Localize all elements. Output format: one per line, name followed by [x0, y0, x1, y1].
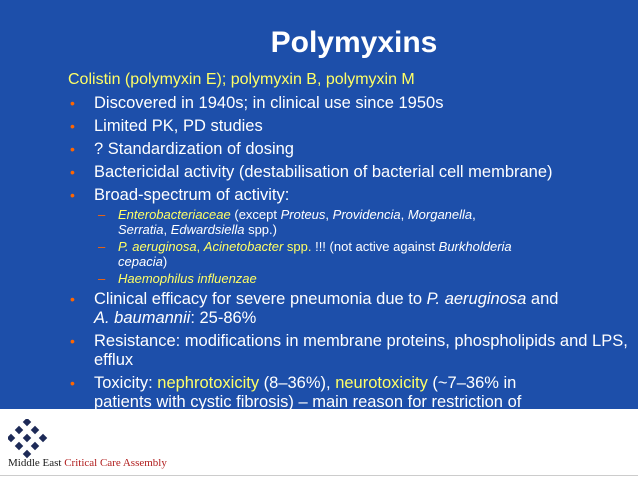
bullet-efficacy: [68, 290, 628, 328]
taxon-name: Serratia: [118, 222, 164, 237]
taxon-name: Providencia: [332, 207, 401, 222]
taxon-name: P. aeruginosa: [426, 290, 527, 308]
bullet-resistance: [68, 332, 628, 370]
bullet-text: Broad-spectrum of activity:: [94, 186, 290, 204]
bullet-list: [68, 94, 628, 409]
taxon-name: Haemophilus influenzae: [118, 271, 257, 286]
dash-icon: –: [98, 207, 106, 222]
taxon-name: Burkholderia: [438, 239, 512, 254]
bullet-icon: •: [70, 333, 75, 349]
bullet-pkpd: [68, 117, 628, 136]
text-fragment: spp.: [283, 239, 312, 254]
text-fragment: (8–36%),: [259, 374, 336, 392]
text-fragment: ,: [325, 207, 333, 222]
bullet-icon: •: [70, 291, 75, 307]
subbullet-enterobacteriaceae: [94, 207, 628, 237]
text-fragment: ,: [196, 239, 204, 254]
text-fragment: Clinical efficacy for severe pneumonia due to: [94, 290, 427, 308]
text-fragment: spp.): [244, 222, 277, 237]
bullet-text: Resistance: modifications in membrane proteins, phospholipids and LPS, efflux: [94, 332, 628, 369]
bullet-discovered: [68, 94, 628, 113]
taxon-name: Proteus: [280, 207, 326, 222]
taxon-name: Edwardsiella: [170, 222, 245, 237]
text-fragment: (~7–36% in: [427, 374, 517, 392]
text-fragment: !!! (not active against: [311, 239, 439, 254]
text-fragment: Toxicity:: [94, 374, 158, 392]
bullet-icon: •: [70, 375, 75, 391]
bullet-icon: •: [70, 118, 75, 134]
taxon-name: Morganella: [407, 207, 473, 222]
bullet-text: Discovered in 1940s; in clinical use since 1950s: [94, 94, 444, 112]
text-fragment: ): [162, 254, 168, 269]
bullet-icon: •: [70, 164, 75, 180]
bullet-bactericidal: [68, 163, 628, 182]
bullet-spectrum: [68, 186, 628, 205]
bullet-icon: •: [70, 141, 75, 157]
org-name-part: Middle East: [8, 457, 65, 469]
text-fragment: (except: [230, 207, 281, 222]
slide-title: Polymyxins: [270, 26, 438, 59]
bullet-icon: •: [70, 95, 75, 111]
bullet-text: Bactericidal activity (destabilisation of bacterial cell membrane): [94, 163, 553, 181]
taxon-name: Enterobacteriaceae: [118, 207, 231, 222]
taxon-name: Acinetobacter: [203, 239, 284, 254]
slide-subtitle: Colistin (polymyxin E); polymyxin B, polymyxin M: [68, 71, 415, 88]
dash-icon: –: [98, 271, 106, 286]
text-fragment: ,: [472, 207, 476, 222]
footer-divider: [0, 475, 638, 476]
organization-logo-icon: [8, 419, 48, 459]
bullet-toxicity: [68, 374, 628, 409]
text-fragment: ,: [163, 222, 171, 237]
bullet-dosing: [68, 140, 628, 159]
text-fragment: ,: [400, 207, 408, 222]
bullet-icon: •: [70, 187, 75, 203]
taxon-name: A. baumannii: [94, 309, 191, 327]
bullet-text: ? Standardization of dosing: [94, 140, 294, 158]
text-fragment: and: [526, 290, 559, 308]
dash-icon: –: [98, 239, 106, 254]
subbullet-haemophilus: [94, 271, 628, 286]
highlight-term: nephrotoxicity: [157, 374, 260, 392]
org-name-part: Critical Care Assembly: [64, 457, 167, 469]
subbullet-pseudomonas: [94, 239, 628, 269]
taxon-name: cepacia: [118, 254, 163, 269]
organization-name: [8, 457, 167, 469]
text-fragment: patients with cystic fibrosis) – main reason for restriction of: [94, 393, 522, 409]
taxon-name: P. aeruginosa: [118, 239, 197, 254]
bullet-text: Limited PK, PD studies: [94, 117, 263, 135]
text-fragment: : 25-86%: [190, 309, 257, 327]
highlight-term: neurotoxicity: [335, 374, 428, 392]
